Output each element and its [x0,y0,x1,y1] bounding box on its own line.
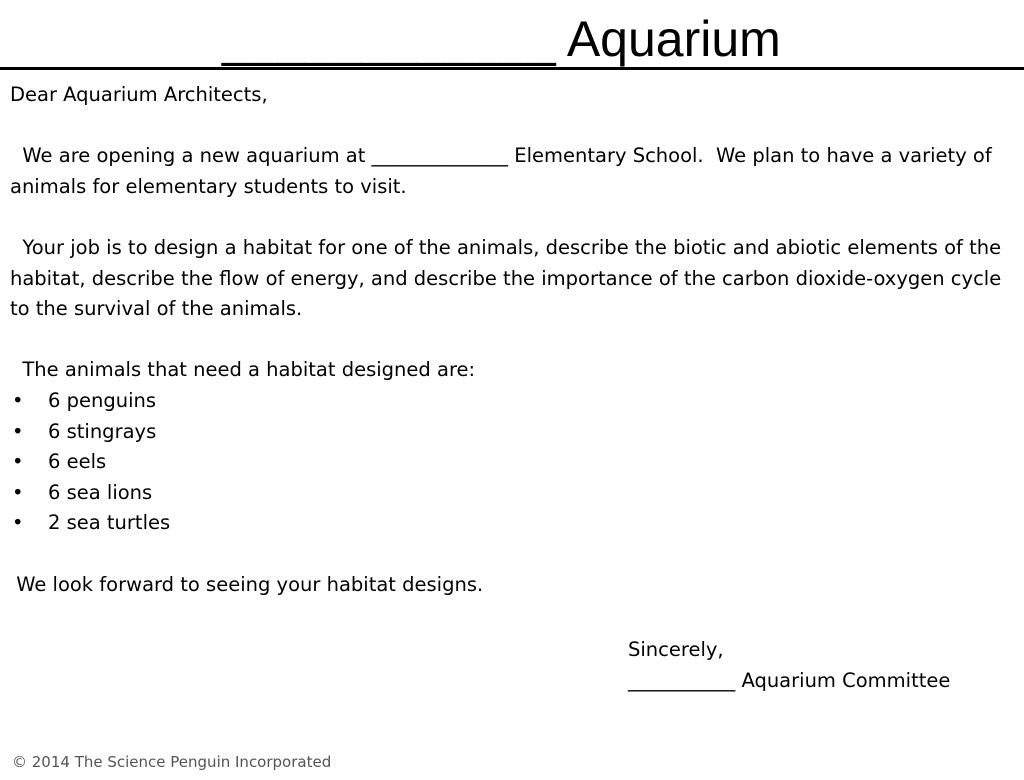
page-title: ____________ Aquarium [222,11,781,67]
list-item [10,417,1015,448]
animal-list [10,386,1015,539]
animal-label: 6 penguins [48,388,157,412]
signature-block [628,634,950,696]
list-item [10,478,1015,509]
sign-off: Sincerely, [628,638,724,661]
paragraph-task: Your job is to design a habitat for one of the animals, describe the biotic and abiotic elements of the habitat, describe the flow of energy, and describe the importance of the carbon dioxide-oxygen cycle to the survival of the animals. [10,235,1008,321]
bullet-icon: • [12,388,24,412]
spacer [10,111,1015,142]
spacer [10,202,1015,233]
spacer [10,325,1015,356]
title-divider [0,67,1024,70]
closing-line: We look forward to seeing your habitat designs. [10,572,484,596]
list-item [10,447,1015,478]
bullet-icon: • [12,450,24,474]
list-item [10,386,1015,417]
copyright-footer: © 2014 The Science Penguin Incorporated [12,753,332,771]
animal-label: 2 sea turtles [48,511,171,535]
bullet-icon: • [12,511,24,535]
animal-label: 6 sea lions [48,480,153,504]
bullet-icon: • [12,480,24,504]
bullet-icon: • [12,419,24,443]
animal-label: 6 eels [48,450,107,474]
animal-label: 6 stingrays [48,419,157,443]
list-item [10,508,1015,539]
list-intro: The animals that need a habitat designed are: [10,358,476,382]
paragraph-intro: We are opening a new aquarium at ______________ Elementary School. We plan to have a variety of animals for elementary students to visit. [10,144,998,198]
salutation: Dear Aquarium Architects, [10,83,268,106]
spacer [10,539,1015,570]
letter-body [10,80,1015,600]
signature: ___________ Aquarium Committee [628,669,951,692]
